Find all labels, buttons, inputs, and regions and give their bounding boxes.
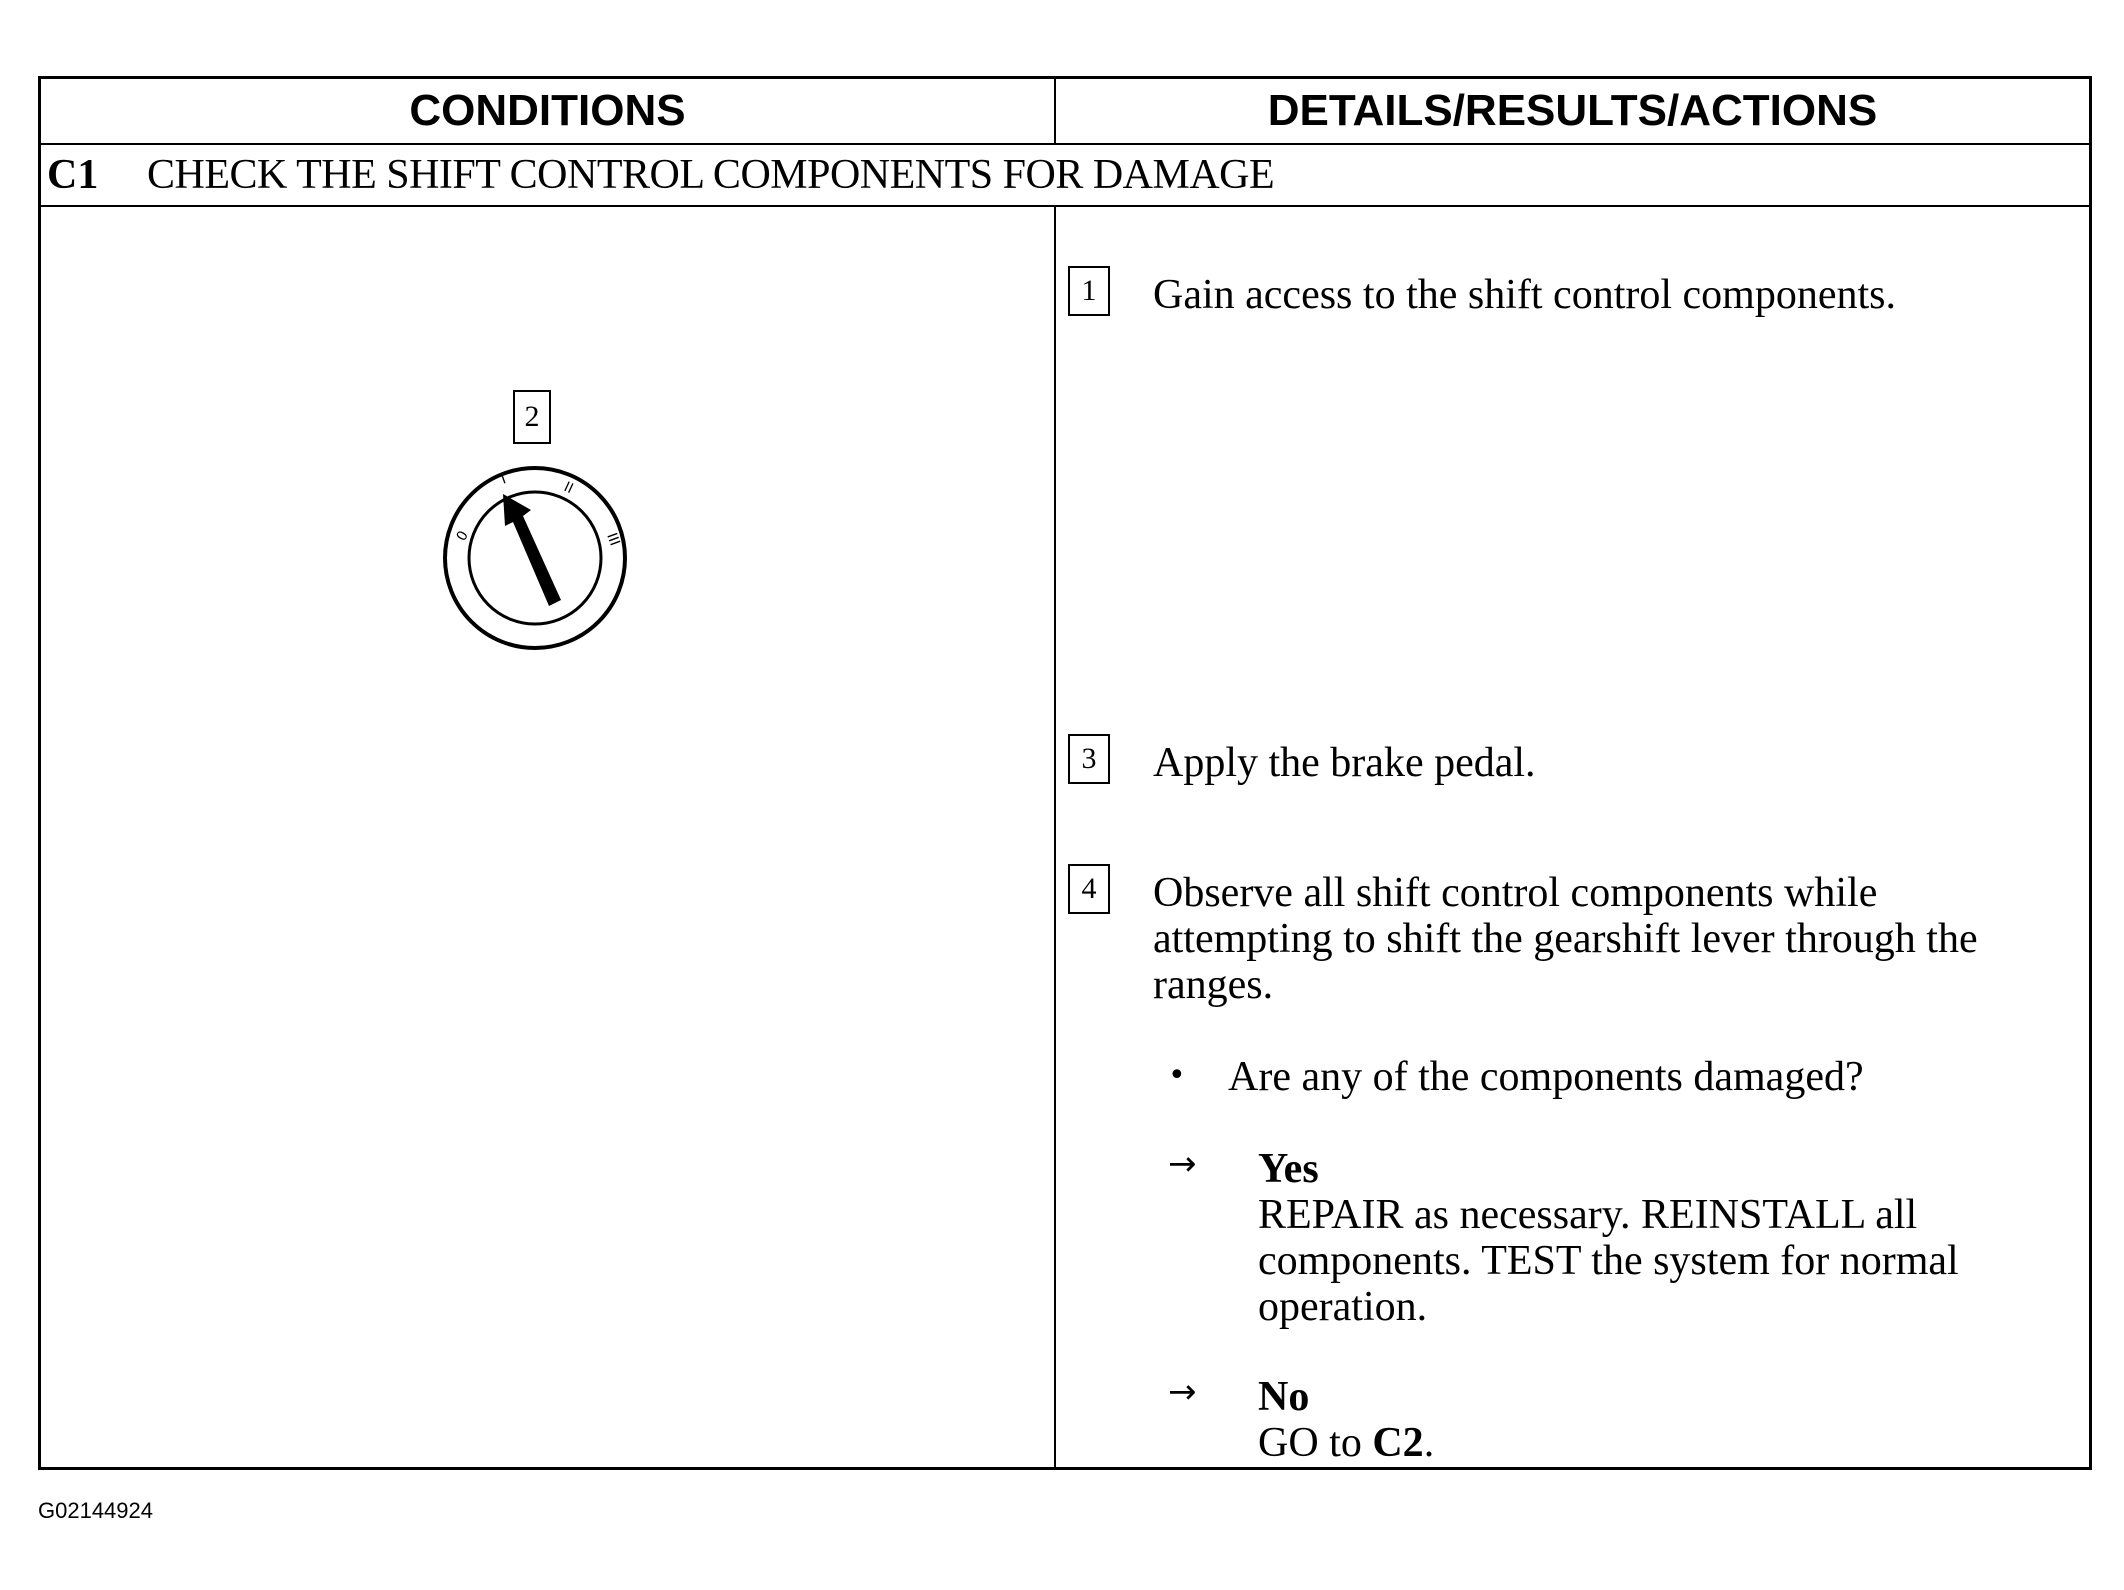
no-text-prefix: GO to: [1258, 1420, 1373, 1466]
yes-text: REPAIR as necessary. REINSTALL all components. TEST the system for normal operation.: [1258, 1192, 1959, 1330]
step-4-text: Observe all shift control components while attempting to shift the gearshift lever through the ranges.: [1153, 870, 1978, 1008]
ignition-switch-icon: [435, 458, 635, 658]
section-row: [41, 145, 2089, 205]
no-text-suffix: .: [1423, 1420, 1435, 1466]
step-4-box: [1068, 864, 1110, 914]
step-1-number: 1: [1081, 274, 1097, 307]
question-text: Are any of the components damaged?: [1228, 1054, 1864, 1100]
no-text: [1258, 1420, 1434, 1466]
step-1-text: Gain access to the shift control components.: [1153, 272, 1896, 318]
step-1-box: [1068, 266, 1110, 316]
yes-label: Yes: [1258, 1146, 1319, 1192]
no-label: No: [1258, 1374, 1310, 1420]
position-0-label: 0: [453, 528, 472, 544]
illustration-step-number: 2: [524, 400, 540, 433]
figure-code: G02144924: [38, 1498, 153, 1523]
section-id: C1: [47, 152, 99, 198]
key-arrow: [503, 494, 561, 606]
step-3-text: Apply the brake pedal.: [1153, 740, 1536, 786]
position-3-label: III: [603, 530, 623, 549]
step-4-number: 4: [1081, 872, 1097, 905]
illustration-step-box: [513, 390, 551, 444]
section-title: CHECK THE SHIFT CONTROL COMPONENTS FOR DAMAGE: [147, 152, 1275, 198]
no-arrow-icon: →: [1168, 1372, 1197, 1412]
bullet-icon: •: [1168, 1058, 1186, 1093]
section-divider: [41, 205, 2089, 207]
header-details-results-actions: DETAILS/RESULTS/ACTIONS: [1267, 86, 1878, 135]
no-text-ref: C2: [1372, 1420, 1424, 1466]
yes-arrow-icon: →: [1168, 1144, 1197, 1184]
step-3-number: 3: [1081, 742, 1097, 775]
header-conditions: CONDITIONS: [409, 86, 686, 135]
position-1-label: I: [498, 471, 509, 488]
position-2-label: II: [561, 479, 576, 498]
step-3-box: [1068, 734, 1110, 784]
column-divider: [1054, 79, 1056, 1467]
